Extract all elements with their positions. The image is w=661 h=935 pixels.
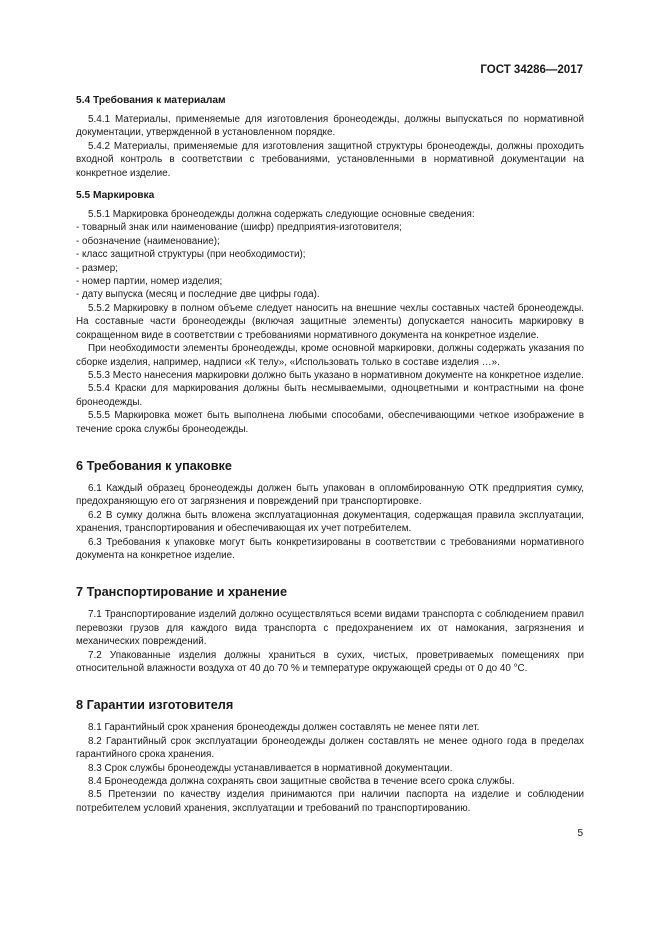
- page-content: [76, 92, 584, 815]
- section-title-8: 8 Гарантии изготовителя: [76, 698, 234, 713]
- document-header: ГОСТ 34286—2017: [480, 64, 583, 76]
- paragraph-7-1: 7.1 Транспортирование изделий должно осуществляться всеми видами транспорта с соблюдением правил перевозки грузов для каждого вида транспорта с предохранением их от намокания, загрязнения и механических повреждений.: [76, 609, 584, 648]
- paragraph-5-5-2-note: При необходимости элементы бронеодежды, кроме основной маркировки, должны содержать указания по сборке изделия, например, надписи «К телу», «Использовать только в составе изделия …».: [76, 343, 584, 368]
- paragraph-5-5-5: 5.5.5 Маркировка может быть выполнена любыми способами, обеспечивающими четкое изображение в течение срока службы бронеодежды.: [76, 410, 584, 435]
- paragraph-5-5-2: 5.5.2 Маркировку в полном объеме следует наносить на внешние чехлы составных частей бронеодежды. На составные части бронеодежды (включая защитные элементы) допускается наносить маркировку в сокращенном виде в соответствии с требованиями нормативного документа на конкретное изделие.: [76, 302, 584, 341]
- list-item: - обозначение (наименование);: [76, 235, 220, 247]
- paragraph-5-4-2: 5.4.2 Материалы, применяемые для изготовления защитной структуры бронеодежды, должны проходить входной контроль в соответствии с требованиями, установленными в нормативной документации на конкретное изделие.: [76, 140, 584, 179]
- paragraph-8-1: 8.1 Гарантийный срок хранения бронеодежды должен составлять не менее пяти лет.: [88, 722, 480, 734]
- paragraph-7-2: 7.2 Упакованные изделия должны храниться в сухих, чистых, проветриваемых помещениях при относительной влажности воздуха от 40 до 70 % и температуре окружающей среды от 0 до 40 °С.: [76, 649, 584, 674]
- section-title-6: 6 Требования к упаковке: [76, 458, 232, 473]
- paragraph-8-4: 8.4 Бронеодежда должна сохранять свои защитные свойства в течение всего срока службы.: [88, 776, 515, 788]
- paragraph-6-3: 6.3 Требования к упаковке могут быть конкретизированы в соответствии с требованиями нормативного документа на конкретное изделие.: [76, 536, 584, 561]
- paragraph-5-5-4: 5.5.4 Краски для маркирования должны быть несмываемыми, одноцветными и контрастными на фоне бронеодежды.: [76, 383, 584, 408]
- page-number: 5: [577, 828, 583, 839]
- paragraph-8-5: 8.5 Претензии по качеству изделия принимаются при наличии паспорта на изделие и соблюдении потребителем условий хранения, эксплуатации и требований по транспортированию.: [76, 789, 584, 814]
- paragraph-5-5-1: 5.5.1 Маркировка бронеодежды должна содержать следующие основные сведения:: [88, 209, 475, 221]
- paragraph-5-4-1: 5.4.1 Материалы, применяемые для изготовления бронеодежды, должны выпускаться по нормативной документации, утвержденной в установленном порядке.: [76, 114, 584, 139]
- subsection-title-5-5: 5.5 Маркировка: [76, 190, 155, 202]
- list-item: - размер;: [76, 262, 118, 274]
- list-item: - товарный знак или наименование (шифр) предприятия-изготовителя;: [76, 222, 402, 234]
- subsection-title-5-4: 5.4 Требования к материалам: [76, 95, 226, 106]
- paragraph-6-1: 6.1 Каждый образец бронеодежды должен быть упакован в опломбированную ОТК предприятия сумку, предохраняющую его от загрязнения и повреждений при транспортировке.: [76, 482, 584, 508]
- paragraph-8-2: 8.2 Гарантийный срок эксплуатации бронеодежды должен составлять не менее одного года в пределах гарантийного срока хранения.: [76, 735, 584, 761]
- list-item: - класс защитной структуры (при необходимости);: [76, 249, 306, 261]
- paragraph-5-5-3: 5.5.3 Место нанесения маркировки должно быть указано в нормативном документе на конкретное изделие.: [88, 369, 584, 381]
- list-item: - дату выпуска (месяц и последние две цифры года).: [76, 289, 320, 301]
- section-title-7: 7 Транспортирование и хранение: [76, 585, 288, 600]
- paragraph-6-2: 6.2 В сумку должна быть вложена эксплуатационная документация, содержащая правила эксплуатации, хранения, транспортирования и обеспечивающая их учет потребителем.: [76, 509, 584, 535]
- paragraph-8-3: 8.3 Срок службы бронеодежды устанавливается в нормативной документации.: [88, 762, 453, 774]
- list-item: - номер партии, номер изделия;: [76, 276, 223, 288]
